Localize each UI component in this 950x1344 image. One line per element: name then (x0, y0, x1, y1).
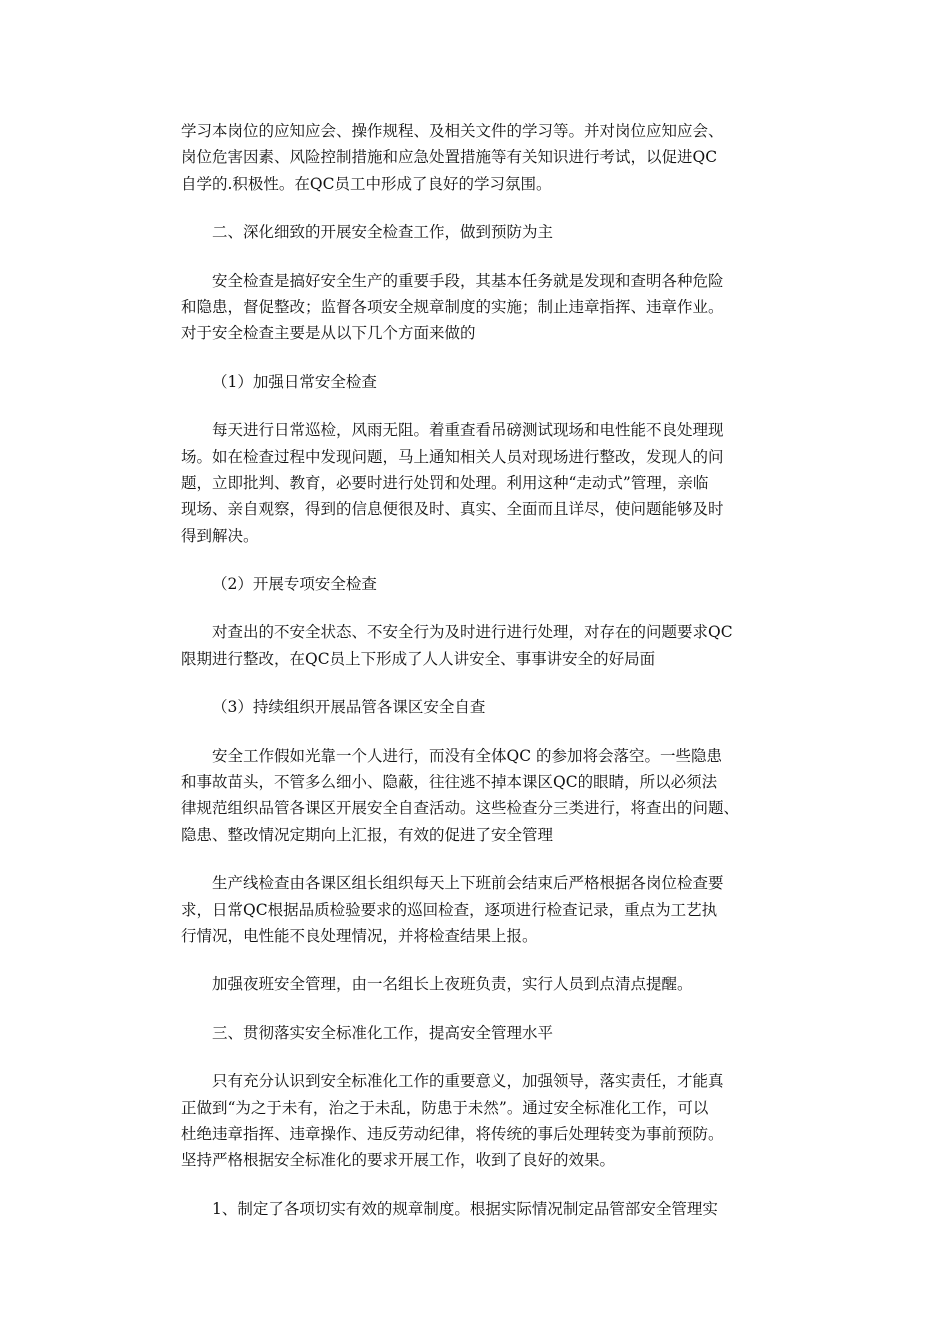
text-line: 得到解决。 (181, 526, 259, 545)
heading-text: （2）开展专项安全检查 (212, 575, 377, 594)
heading-text: （3）持续组织开展品管各课区安全自查 (212, 698, 486, 717)
paragraph-special-inspection (181, 619, 781, 672)
text-line: 加强夜班安全管理，由一名组长上夜班负责，实行人员到点清点提醒。 (212, 975, 693, 994)
subheading-special-inspection (181, 571, 781, 597)
text-line: 只有充分认识到安全标准化工作的重要意义，加强领导，落实责任，才能真 (212, 1072, 724, 1091)
text-line: 限期进行整改，在QC员上下形成了人人讲安全、事事讲安全的好局面 (181, 649, 656, 668)
heading-text: 三、贯彻落实安全标准化工作，提高安全管理水平 (212, 1023, 554, 1042)
paragraph-self-inspection (181, 743, 781, 849)
text-line: 自学的.积极性。在QC员工中形成了良好的学习氛围。 (181, 174, 552, 193)
text-line: 安全检查是搞好安全生产的重要手段，其基本任务就是发现和查明各种危险 (212, 271, 724, 290)
subheading-daily-inspection (181, 369, 781, 395)
paragraph-study-atmosphere (181, 118, 781, 197)
text-line: 安全工作假如光靠一个人进行，而没有全体QC 的参加将会落空。一些隐患 (212, 746, 722, 765)
text-line: 生产线检查由各课区组长组织每天上下班前会结束后严格根据各岗位检查要 (212, 874, 724, 893)
paragraph-standardization (181, 1068, 781, 1174)
text-line: 和隐患，督促整改；监督各项安全规章制度的实施；制止违章指挥、违章作业。 (181, 297, 724, 316)
text-line: 题，立即批判、教育，必要时进行处罚和处理。利用这种“走动式”管理，亲临 (181, 473, 709, 492)
text-line: 律规范组织品管各课区开展安全自查活动。这些检查分三类进行，将查出的问题、 (181, 799, 740, 818)
paragraph-daily-inspection (181, 417, 781, 549)
text-line: 对查出的不安全状态、不安全行为及时进行进行处理，对存在的问题要求QC (212, 623, 733, 642)
text-line: 正做到“为之于未有，治之于未乱，防患于未然”。通过安全标准化工作，可以 (181, 1098, 709, 1117)
text-line: 每天进行日常巡检，风雨无阻。着重查看吊磅测试现场和电性能不良处理现 (212, 421, 724, 440)
paragraph-night-shift (181, 971, 781, 997)
document-body (181, 118, 781, 1244)
text-line: 场。如在检查过程中发现问题，马上通知相关人员对现场进行整改，发现人的问 (181, 447, 724, 466)
heading-text: 二、深化细致的开展安全检查工作，做到预防为主 (212, 223, 554, 242)
text-line: 坚持严格根据安全标准化的要求开展工作，收到了良好的效果。 (181, 1151, 616, 1170)
section-heading-safety-inspection (181, 219, 781, 245)
text-line: 对于安全检查主要是从以下几个方面来做的 (181, 324, 476, 343)
text-line: 隐患、整改情况定期向上汇报，有效的促进了安全管理 (181, 825, 554, 844)
paragraph-production-line-check (181, 870, 781, 949)
paragraph-rules-regulations (181, 1196, 781, 1222)
heading-text: （1）加强日常安全检查 (212, 372, 377, 391)
text-line: 岗位危害因素、风险控制措施和应急处置措施等有关知识进行考试，以促进QC (181, 148, 718, 167)
text-line: 行情况，电性能不良处理情况，并将检查结果上报。 (181, 926, 538, 945)
paragraph-inspection-intro (181, 268, 781, 347)
section-heading-standardization (181, 1020, 781, 1046)
text-line: 杜绝违章指挥、违章操作、违反劳动纪律，将传统的事后处理转变为事前预防。 (181, 1124, 724, 1143)
text-line: 现场、亲自观察，得到的信息便很及时、真实、全面而且详尽，使问题能够及时 (181, 500, 724, 519)
text-line: 学习本岗位的应知应会、操作规程、及相关文件的学习等。并对岗位应知应会、 (181, 122, 724, 140)
text-line: 求，日常QC根据品质检验要求的巡回检查，逐项进行检查记录，重点为工艺执 (181, 900, 718, 919)
text-line: 和事故苗头，不管多么细小、隐蔽，往往逃不掉本课区QC的眼睛，所以必须法 (181, 773, 718, 792)
text-line: 1、制定了各项切实有效的规章制度。根据实际情况制定品管部安全管理实 (212, 1199, 718, 1218)
subheading-self-inspection (181, 694, 781, 720)
